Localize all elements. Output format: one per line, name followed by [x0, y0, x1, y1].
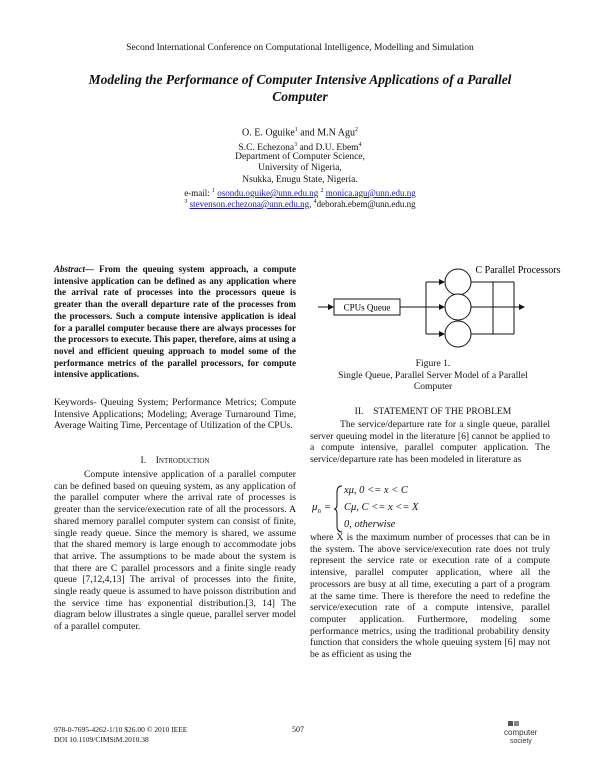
authors-main: O. E. Oguike$^1$ and M.N Agu$^2$	[241, 127, 358, 139]
formula-lhs: $\mu_n$ =	[312, 501, 332, 516]
email-4: deborah.ebem@unn.edu.ng	[316, 199, 416, 209]
formula-brace	[334, 484, 344, 534]
affiliation-address: Nsukka, Enugu State, Nigeria.	[242, 175, 358, 185]
email-link-1[interactable]: osondu.oguike@unn.edu.ng	[217, 188, 319, 198]
parallel-server-diagram	[318, 262, 561, 354]
keywords: Keywords- Queuing System; Performance Metrics; Compute Intensive Applications; Modeling; Average Turnaround Time, Average Waiting Time, Percentage of Utilization of the CPUs.	[54, 397, 296, 432]
footer-left	[54, 725, 187, 745]
logo-icon	[498, 720, 546, 746]
processor-3	[445, 321, 471, 347]
formula-case-2: Cμ, C <= x <= X	[344, 502, 419, 513]
affiliation-dept: Department of Computer Science,	[235, 152, 365, 162]
email-link-3[interactable]: stevenson.echezona@unn.edu.ng	[189, 199, 310, 209]
footer-isbn: 978-0-7695-4262-1/10 $26.00 © 2010 IEEE	[54, 725, 188, 734]
diagram-svg	[318, 262, 561, 354]
formula-case-1: xμ, 0 <= x < C	[344, 485, 408, 496]
processor-2	[445, 294, 471, 320]
email-line-2: $^3$ stevenson.echezona@unn.edu.ng, $^4$deborah.ebem@unn.edu.ng	[184, 199, 416, 209]
processors-label: C Parallel Processors	[475, 265, 561, 276]
processor-1	[445, 269, 471, 295]
section-2-text: where X is the maximum number of processes that can be in the system. The above service/execution rate does not truly represent the service rate or execution rate of a compute intensive, parallel computer application, where all the processors are busy at all time, executing a part of a program at the same time. There is therefore the need to redefine the service/execution rate of a compute intensive, parallel computer application. Furthermore, modeling some performance metrics, using the traditional probability density function that considers the whole queuing system [6] may not be as efficient as using the	[310, 532, 550, 661]
title-line-1: Modeling the Performance of Computer Intensive Applications of a Parallel	[88, 72, 512, 87]
section-2-intro: The service/departure rate for a single queue, parallel server queuing model in the literature [6] cannot be applied to a compute intensive, parallel computer application. The service/departure rate has been modeled in literature as	[310, 419, 550, 466]
service-rate-formula	[310, 484, 550, 534]
footer-doi: DOI 10.1109/CIMSiM.2010.38	[54, 735, 149, 744]
affiliation-univ: University of Nigeria,	[258, 163, 342, 173]
computer-society-logo	[498, 720, 546, 746]
email-line-1: e-mail: $^1$ osondu.oguike@unn.edu.ng $^2$ monica.agu@unn.edu.ng	[184, 188, 416, 198]
abstract	[54, 264, 296, 381]
abstract-text: — From the queuing system approach, a compute intensive application can be defined as any application where the arrival rate of processes into the processors queue is greater than the overall departure rate of the processes from the processors. Such a compute intensive application is ideal for a parallel computer because there are always processes for the processors to execute. This paper, therefore, aims at using a novel and efficient queuing approach to model some of the performance metrics of the parallel processors, for compute intensive applications.	[54, 264, 296, 380]
figure-number: Figure 1.	[415, 358, 451, 369]
page-number: 507	[292, 725, 304, 734]
formula-case-3: 0, otherwise	[344, 519, 396, 530]
authors-second: S.C. Echezona$^3$ and D.U. Ebem$^4$	[238, 142, 362, 154]
svg-text:society: society	[510, 738, 532, 745]
paper-title	[60, 71, 540, 105]
conference-header: Second International Conference on Computational Intelligence, Modelling and Simulation	[126, 43, 474, 53]
figure-title: Single Queue, Parallel Server Model of a Parallel Computer	[338, 369, 528, 392]
section-1-heading: I. Introduction	[140, 455, 210, 466]
figure-caption	[318, 358, 548, 393]
queue-label: CPUs Queue	[343, 302, 391, 313]
svg-text:computer: computer	[504, 728, 538, 737]
abstract-label: Abstract	[54, 264, 86, 274]
email-link-2[interactable]: monica.agu@unn.edu.ng	[325, 188, 416, 198]
section-2-heading: II. STATEMENT OF THE PROBLEM	[354, 406, 512, 417]
introduction-text: Compute intensive application of a parallel computer can be defined based on queuing system, as any application of the parallel computer where the arrival rate of processes is greater than the service/execution rate of all the processors. A shared memory parallel computer system can consist of finite, single ready queue. Since the memory is shared, we assume that the shared memory is large enough to accommodate jobs that arrive. The assumptions to be made about the system is that there are C parallel processors and a finite single ready queue [7,12,4,13] The arrival of processes into the finite, single ready queue is assumed to have poisson distribution and the service time has exponential distribution.[3, 14] The diagram below illustrates a single queue, parallel server model of a parallel computer.	[54, 469, 296, 633]
title-line-2: Computer	[272, 89, 328, 104]
